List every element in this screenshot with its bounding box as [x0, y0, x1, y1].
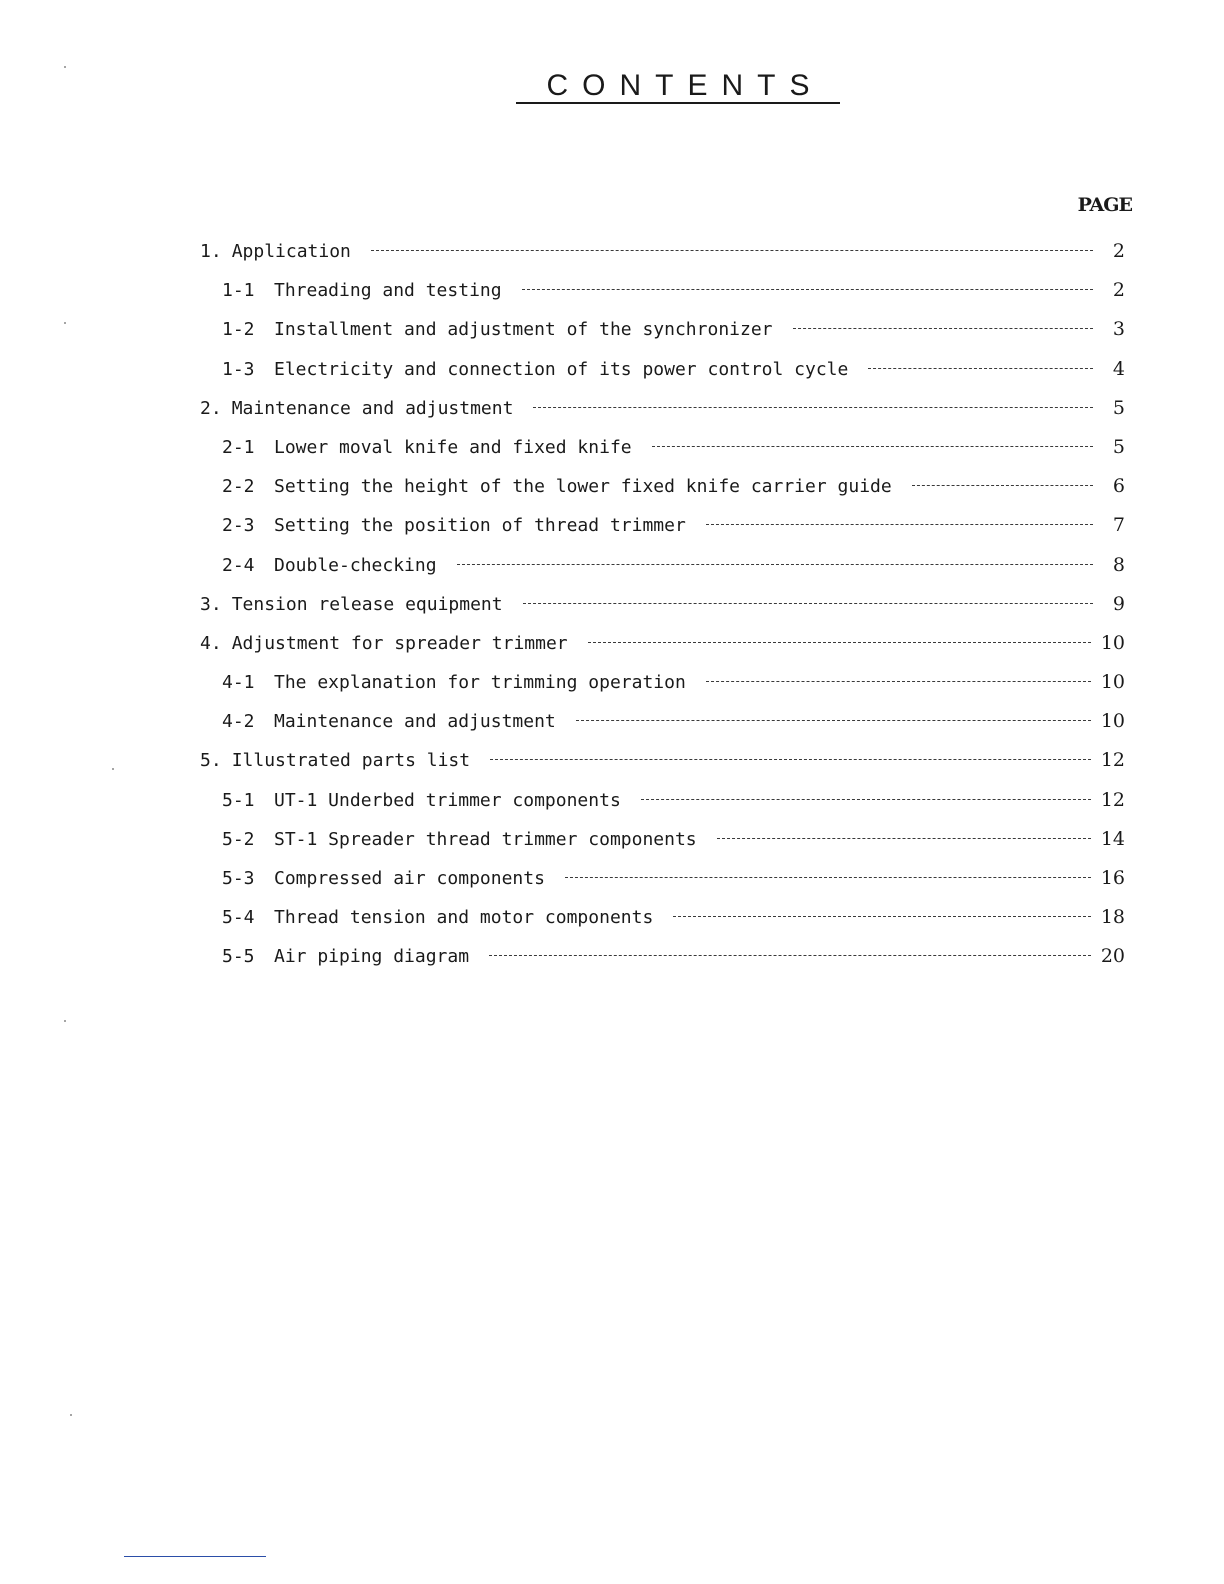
- toc-entry-page: 8: [1112, 553, 1125, 576]
- toc-entry-label: Air piping diagram: [274, 946, 470, 968]
- dot-leader: [912, 485, 1093, 486]
- toc-entry-number: 2-3: [222, 515, 255, 537]
- toc-entry-page: 12: [1100, 749, 1125, 772]
- toc-entry-number: 1-2: [222, 319, 255, 341]
- toc-entry-label: Setting the position of thread trimmer: [274, 515, 686, 537]
- toc-entry-number: 5-4: [222, 907, 255, 929]
- toc-entry-label: Threading and testing: [274, 280, 502, 302]
- toc-entry-page: 14: [1100, 827, 1125, 850]
- toc-entry[interactable]: [200, 937, 1125, 976]
- scan-speck: [64, 322, 66, 324]
- toc-entry-label: Compressed air components: [274, 868, 545, 889]
- toc-entry[interactable]: [200, 820, 1125, 859]
- toc-entry-number: 1.: [200, 241, 222, 262]
- toc-entry-page: 20: [1100, 945, 1125, 968]
- dot-leader: [673, 916, 1091, 917]
- scan-speck: [112, 768, 114, 770]
- toc-entry[interactable]: [200, 467, 1125, 506]
- dot-leader: [641, 799, 1091, 800]
- toc-entry-label: Thread tension and motor components: [274, 907, 654, 929]
- dot-leader: [522, 289, 1093, 290]
- toc-entry[interactable]: [200, 702, 1125, 741]
- toc-entry-page: 10: [1100, 671, 1125, 694]
- toc-entry[interactable]: [200, 506, 1125, 545]
- scan-speck: [70, 1414, 72, 1416]
- toc-entry-label: Maintenance and adjustment: [231, 397, 514, 419]
- toc-entry[interactable]: [200, 663, 1125, 702]
- toc-entry-number: 5-1: [222, 789, 255, 811]
- dot-leader: [652, 446, 1093, 447]
- toc-entry-label: Tension release equipment: [231, 593, 503, 615]
- toc-entry-number: 1-3: [222, 358, 255, 380]
- toc-entry-number: 4-2: [222, 711, 255, 733]
- toc-entry-page: 3: [1112, 318, 1125, 341]
- toc-entry[interactable]: [200, 781, 1125, 820]
- toc-entry-page: 6: [1112, 475, 1125, 498]
- toc-entry[interactable]: [200, 859, 1125, 898]
- toc-entry[interactable]: [200, 232, 1125, 271]
- dot-leader: [490, 759, 1091, 760]
- toc-entry-number: 5-2: [222, 828, 255, 850]
- toc-entry-label: Double-checking: [274, 554, 437, 576]
- dot-leader: [588, 642, 1091, 643]
- scan-speck: [64, 66, 66, 68]
- toc-entry-page: 4: [1112, 357, 1125, 380]
- dot-leader: [717, 838, 1091, 839]
- dot-leader: [706, 681, 1091, 682]
- toc-entry-number: 2-1: [222, 436, 255, 458]
- toc-entry-page: 5: [1112, 435, 1125, 458]
- dot-leader: [576, 720, 1091, 721]
- table-of-contents: [200, 232, 1125, 977]
- toc-entry-number: 1-1: [222, 280, 255, 302]
- dot-leader: [565, 877, 1091, 878]
- toc-entry[interactable]: [200, 624, 1125, 663]
- toc-entry-label: UT-1 Underbed trimmer components: [274, 789, 621, 811]
- toc-entry-page: 9: [1112, 592, 1125, 615]
- toc-entry-label: Lower moval knife and fixed knife: [274, 436, 632, 458]
- toc-entry[interactable]: [200, 310, 1125, 349]
- dot-leader: [489, 955, 1091, 956]
- toc-entry-label: Illustrated parts list: [231, 750, 471, 772]
- toc-entry-number: 5.: [200, 750, 222, 772]
- toc-entry-number: 2-4: [222, 554, 255, 576]
- page-title: CONTENTS: [516, 70, 840, 104]
- toc-entry[interactable]: [200, 271, 1125, 310]
- toc-entry-page: 5: [1112, 396, 1125, 419]
- toc-entry-number: 4.: [200, 632, 222, 654]
- page-column-header: PAGE: [1077, 194, 1132, 216]
- toc-entry-number: 3.: [200, 593, 222, 615]
- toc-entry[interactable]: [200, 898, 1125, 937]
- dot-leader: [706, 524, 1093, 525]
- toc-entry-label: Maintenance and adjustment: [274, 711, 556, 733]
- toc-entry[interactable]: [200, 741, 1125, 780]
- dot-leader: [868, 368, 1093, 369]
- toc-entry-page: 16: [1100, 867, 1125, 889]
- toc-entry-page: 10: [1100, 631, 1125, 654]
- dot-leader: [793, 328, 1094, 329]
- toc-entry-number: 5-3: [222, 868, 255, 889]
- toc-entry-page: 2: [1112, 279, 1125, 302]
- toc-entry-label: Installment and adjustment of the synchronizer: [274, 319, 773, 341]
- toc-entry-page: 7: [1112, 514, 1125, 537]
- toc-entry-page: 2: [1112, 240, 1125, 262]
- toc-entry-label: Setting the height of the lower fixed knife carrier guide: [274, 476, 892, 498]
- toc-entry-number: 5-5: [222, 946, 255, 968]
- toc-entry[interactable]: [200, 546, 1125, 585]
- toc-entry[interactable]: [200, 350, 1125, 389]
- dot-leader: [371, 250, 1093, 251]
- scan-speck: [64, 1020, 66, 1022]
- dot-leader: [533, 407, 1093, 408]
- footer-rule: [124, 1556, 266, 1557]
- toc-entry-page: 18: [1100, 906, 1125, 929]
- toc-entry[interactable]: [200, 428, 1125, 467]
- toc-entry-page: 10: [1100, 710, 1125, 733]
- toc-entry-label: The explanation for trimming operation: [274, 672, 686, 694]
- toc-entry-number: 2-2: [222, 476, 255, 498]
- toc-entry-label: ST-1 Spreader thread trimmer components: [274, 828, 697, 850]
- toc-entry-page: 12: [1100, 788, 1125, 811]
- dot-leader: [457, 564, 1093, 565]
- toc-entry-label: Adjustment for spreader trimmer: [231, 632, 568, 654]
- toc-entry-number: 2.: [200, 397, 222, 419]
- toc-entry[interactable]: [200, 585, 1125, 624]
- toc-entry-label: Application: [231, 241, 351, 262]
- toc-entry[interactable]: [200, 389, 1125, 428]
- toc-entry-label: Electricity and connection of its power control cycle: [274, 358, 849, 380]
- toc-entry-number: 4-1: [222, 672, 255, 694]
- dot-leader: [523, 603, 1093, 604]
